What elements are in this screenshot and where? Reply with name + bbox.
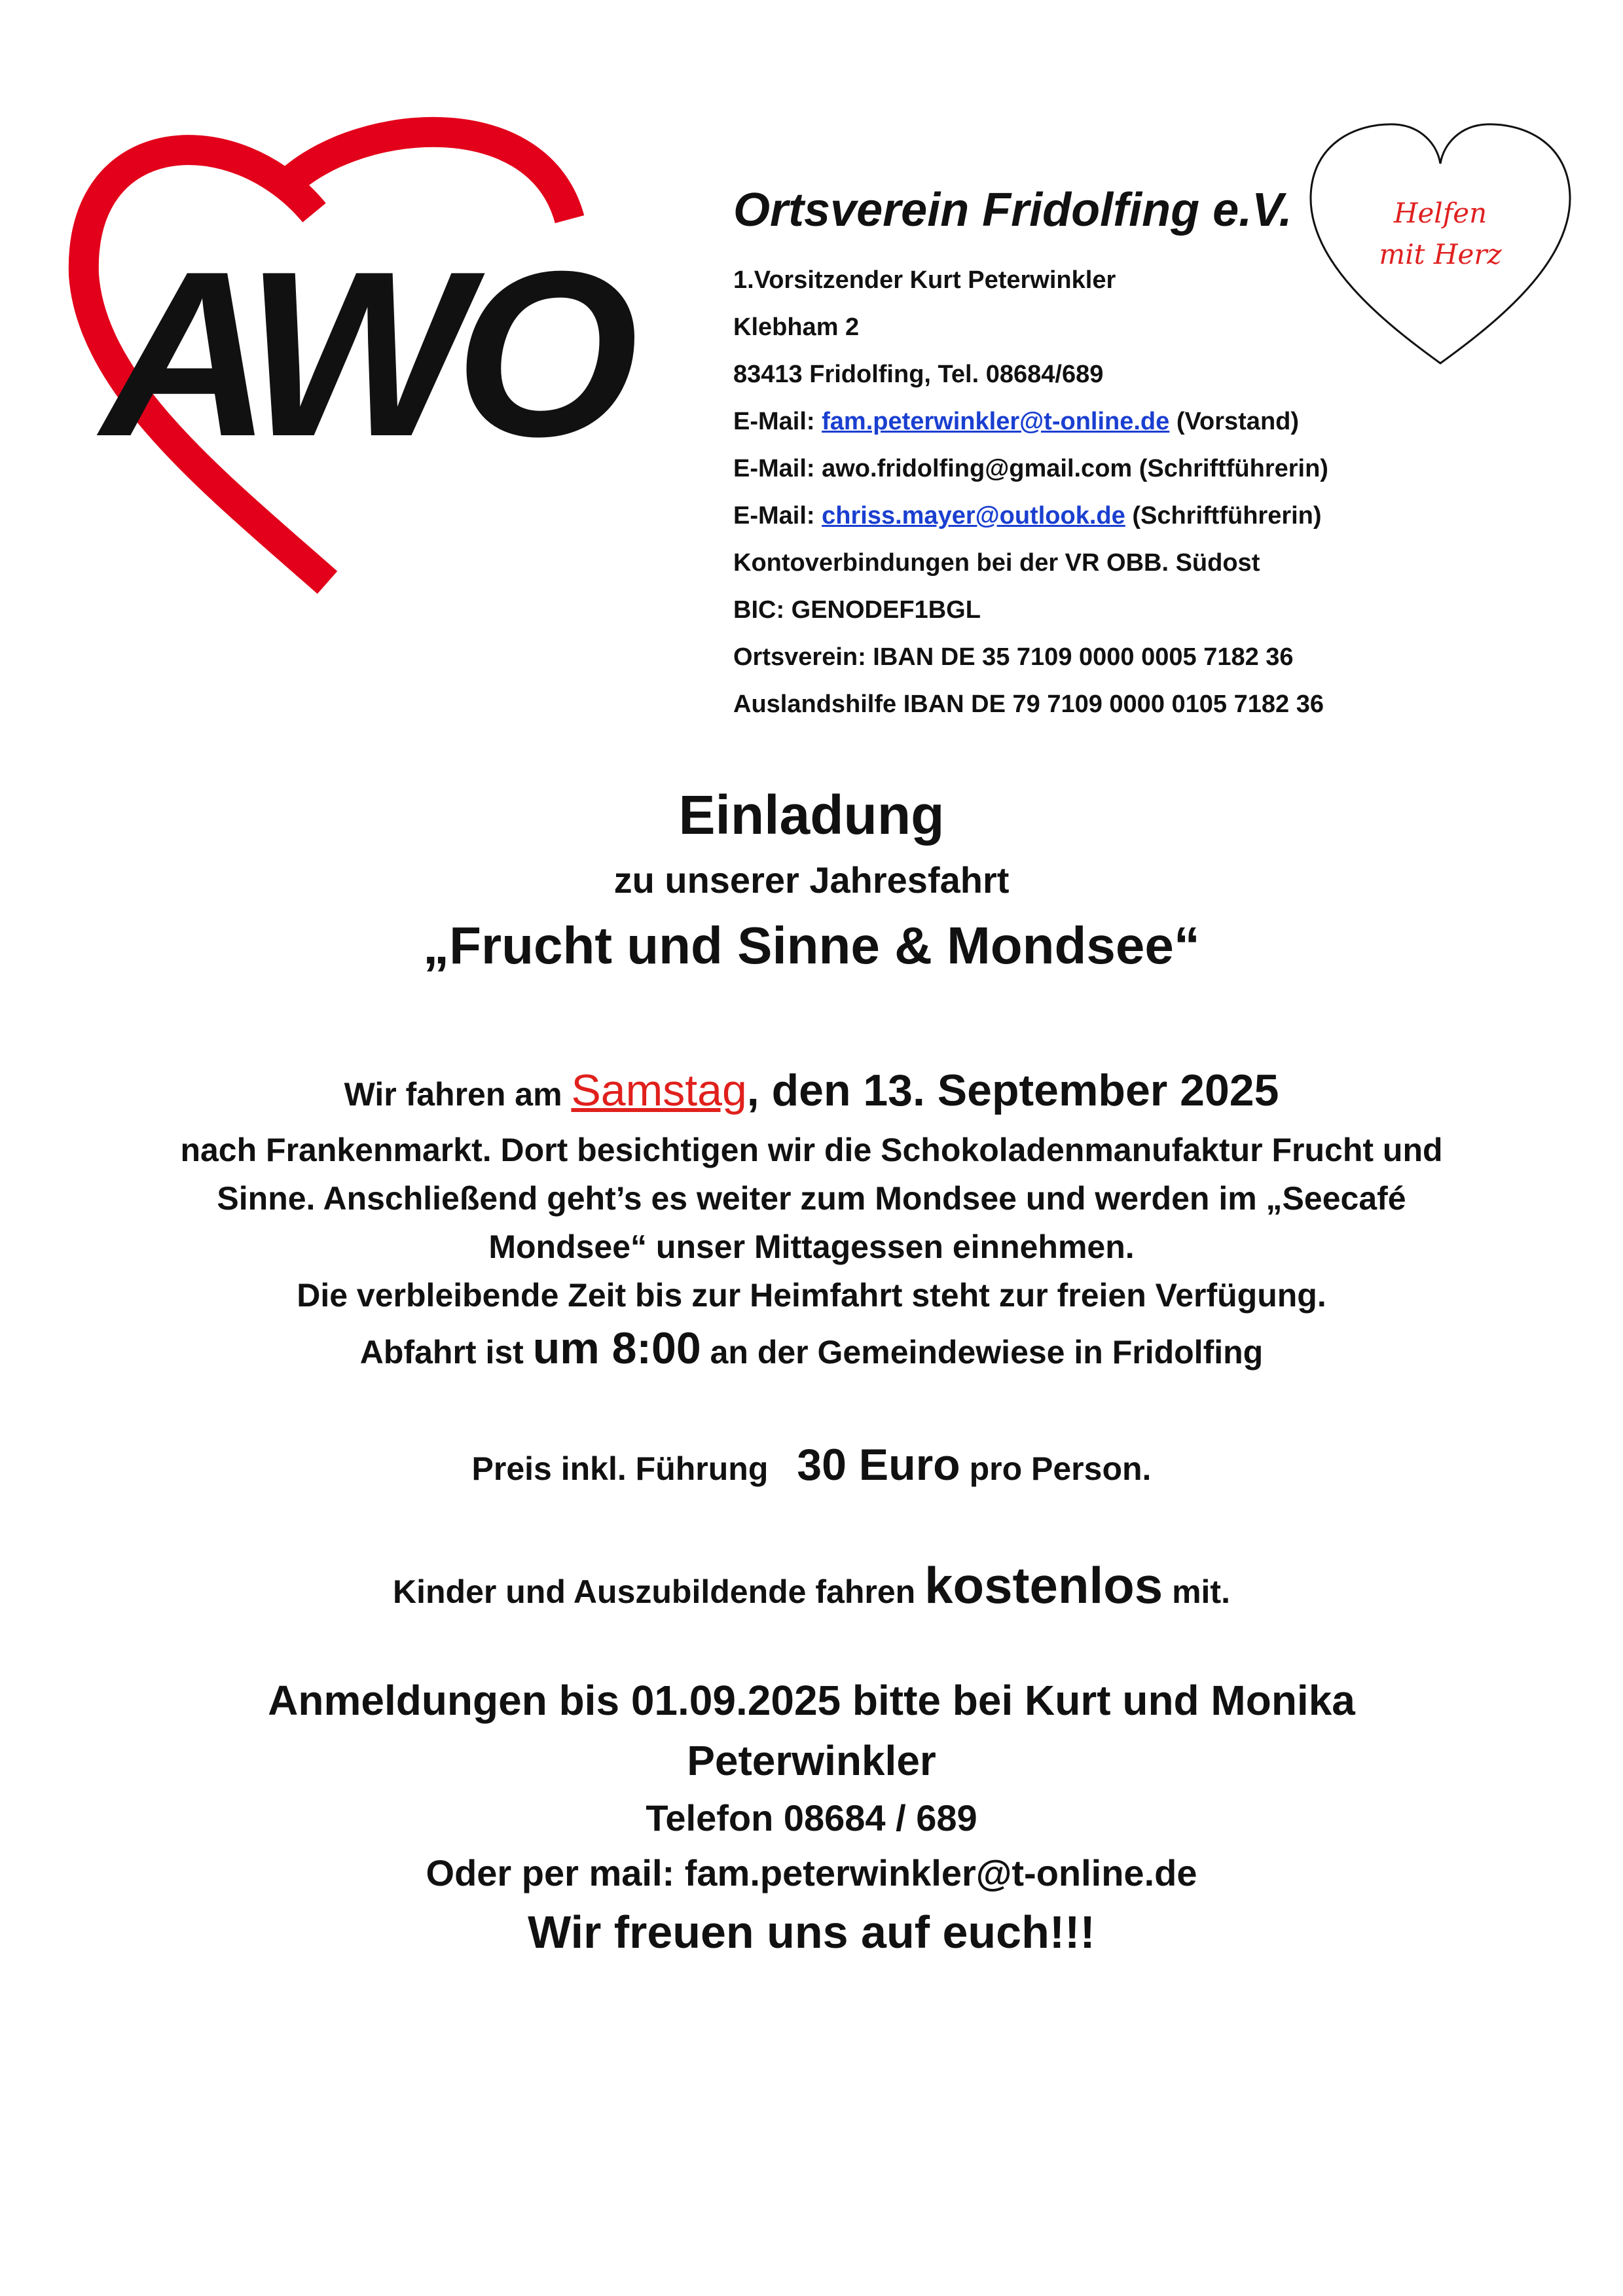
departure-line — [0, 1319, 1623, 1381]
logo-text: AWO — [101, 223, 625, 486]
org-name: Ortsverein Fridolfing e.V. — [733, 184, 1292, 236]
departure-prefix: Abfahrt ist — [359, 1334, 533, 1371]
date-suffix: , den 13. September 2025 — [746, 1066, 1279, 1115]
email-line-3 — [733, 492, 1388, 539]
trip-name: „Frucht und Sinne & Mondsee“ — [423, 916, 1200, 975]
kids-free: kostenlos — [924, 1556, 1163, 1614]
badge-line-2: mit Herz — [1379, 238, 1502, 270]
email-1-prefix: E-Mail: — [733, 408, 822, 435]
date-prefix: Wir fahren am — [344, 1076, 572, 1113]
signup-line-1: Anmeldungen bis 01.09.2025 bitte bei Kurt und Monika — [268, 1677, 1355, 1724]
bank-line: Kontoverbindungen bei der VR OBB. Südost — [733, 549, 1260, 577]
closing-line: Wir freuen uns auf euch!!! — [528, 1907, 1095, 1958]
email-1-link[interactable]: fam.peterwinkler@t-online.de — [822, 408, 1170, 435]
email-3-suffix: (Schriftführerin) — [1125, 502, 1322, 529]
city-phone-line: 83413 Fridolfing, Tel. 08684/689 — [733, 361, 1104, 388]
weekday: Samstag — [571, 1066, 747, 1115]
invitation-title: Einladung — [678, 784, 945, 846]
kids-suffix: mit. — [1163, 1573, 1230, 1610]
email-1-suffix: (Vorstand) — [1169, 408, 1300, 435]
iban-ortsverein-line: Ortsverein: IBAN DE 35 7109 0000 0005 7182 36 — [733, 643, 1294, 671]
awo-logo — [65, 105, 707, 602]
invitation-body — [0, 779, 1623, 1964]
email-3-prefix: E-Mail: — [733, 502, 822, 529]
description-line-1: nach Frankenmarkt. Dort besichtigen wir die Schokoladenmanufaktur Frucht und — [180, 1132, 1443, 1168]
kids-line — [0, 1552, 1623, 1624]
bic-line: BIC: GENODEF1BGL — [733, 596, 981, 624]
street-line: Klebham 2 — [733, 314, 860, 341]
departure-time: um 8:00 — [532, 1323, 701, 1373]
phone-line: Telefon 08684 / 689 — [646, 1797, 977, 1839]
description-line-4: Die verbleibende Zeit bis zur Heimfahrt steht zur freien Verfügung. — [297, 1277, 1326, 1314]
description-line-3: Mondsee“ unser Mittagessen einnehmen. — [488, 1229, 1135, 1265]
iban-auslandshilfe-line: Auslandshilfe IBAN DE 79 7109 0000 0105 7182 36 — [733, 691, 1324, 718]
invitation-subtitle: zu unserer Jahresfahrt — [613, 859, 1010, 901]
badge-line-1: Helfen — [1393, 197, 1487, 229]
price-line — [0, 1433, 1623, 1500]
email-3-link[interactable]: chriss.mayer@outlook.de — [822, 502, 1125, 529]
mail-line: Oder per mail: fam.peterwinkler@t-online.de — [426, 1852, 1197, 1893]
logo-heart-top-right — [282, 132, 570, 219]
signup-line-2: Peterwinkler — [687, 1737, 936, 1784]
chair-line: 1.Vorsitzender Kurt Peterwinkler — [733, 266, 1116, 294]
departure-suffix: an der Gemeindewiese in Fridolfing — [701, 1334, 1264, 1371]
header-contact-block — [733, 183, 1388, 728]
price-value: 30 Euro — [797, 1440, 960, 1490]
description-line-2: Sinne. Anschließend geht’s es weiter zum Mondsee und werden im „Seecafé — [217, 1180, 1406, 1217]
email-line-1 — [733, 398, 1388, 445]
date-line — [0, 1059, 1623, 1126]
email-line-2: E-Mail: awo.fridolfing@gmail.com (Schriftführerin) — [733, 455, 1328, 482]
price-suffix: pro Person. — [960, 1450, 1152, 1487]
kids-prefix: Kinder und Auszubildende fahren — [393, 1573, 925, 1610]
price-prefix: Preis inkl. Führung — [471, 1450, 778, 1487]
